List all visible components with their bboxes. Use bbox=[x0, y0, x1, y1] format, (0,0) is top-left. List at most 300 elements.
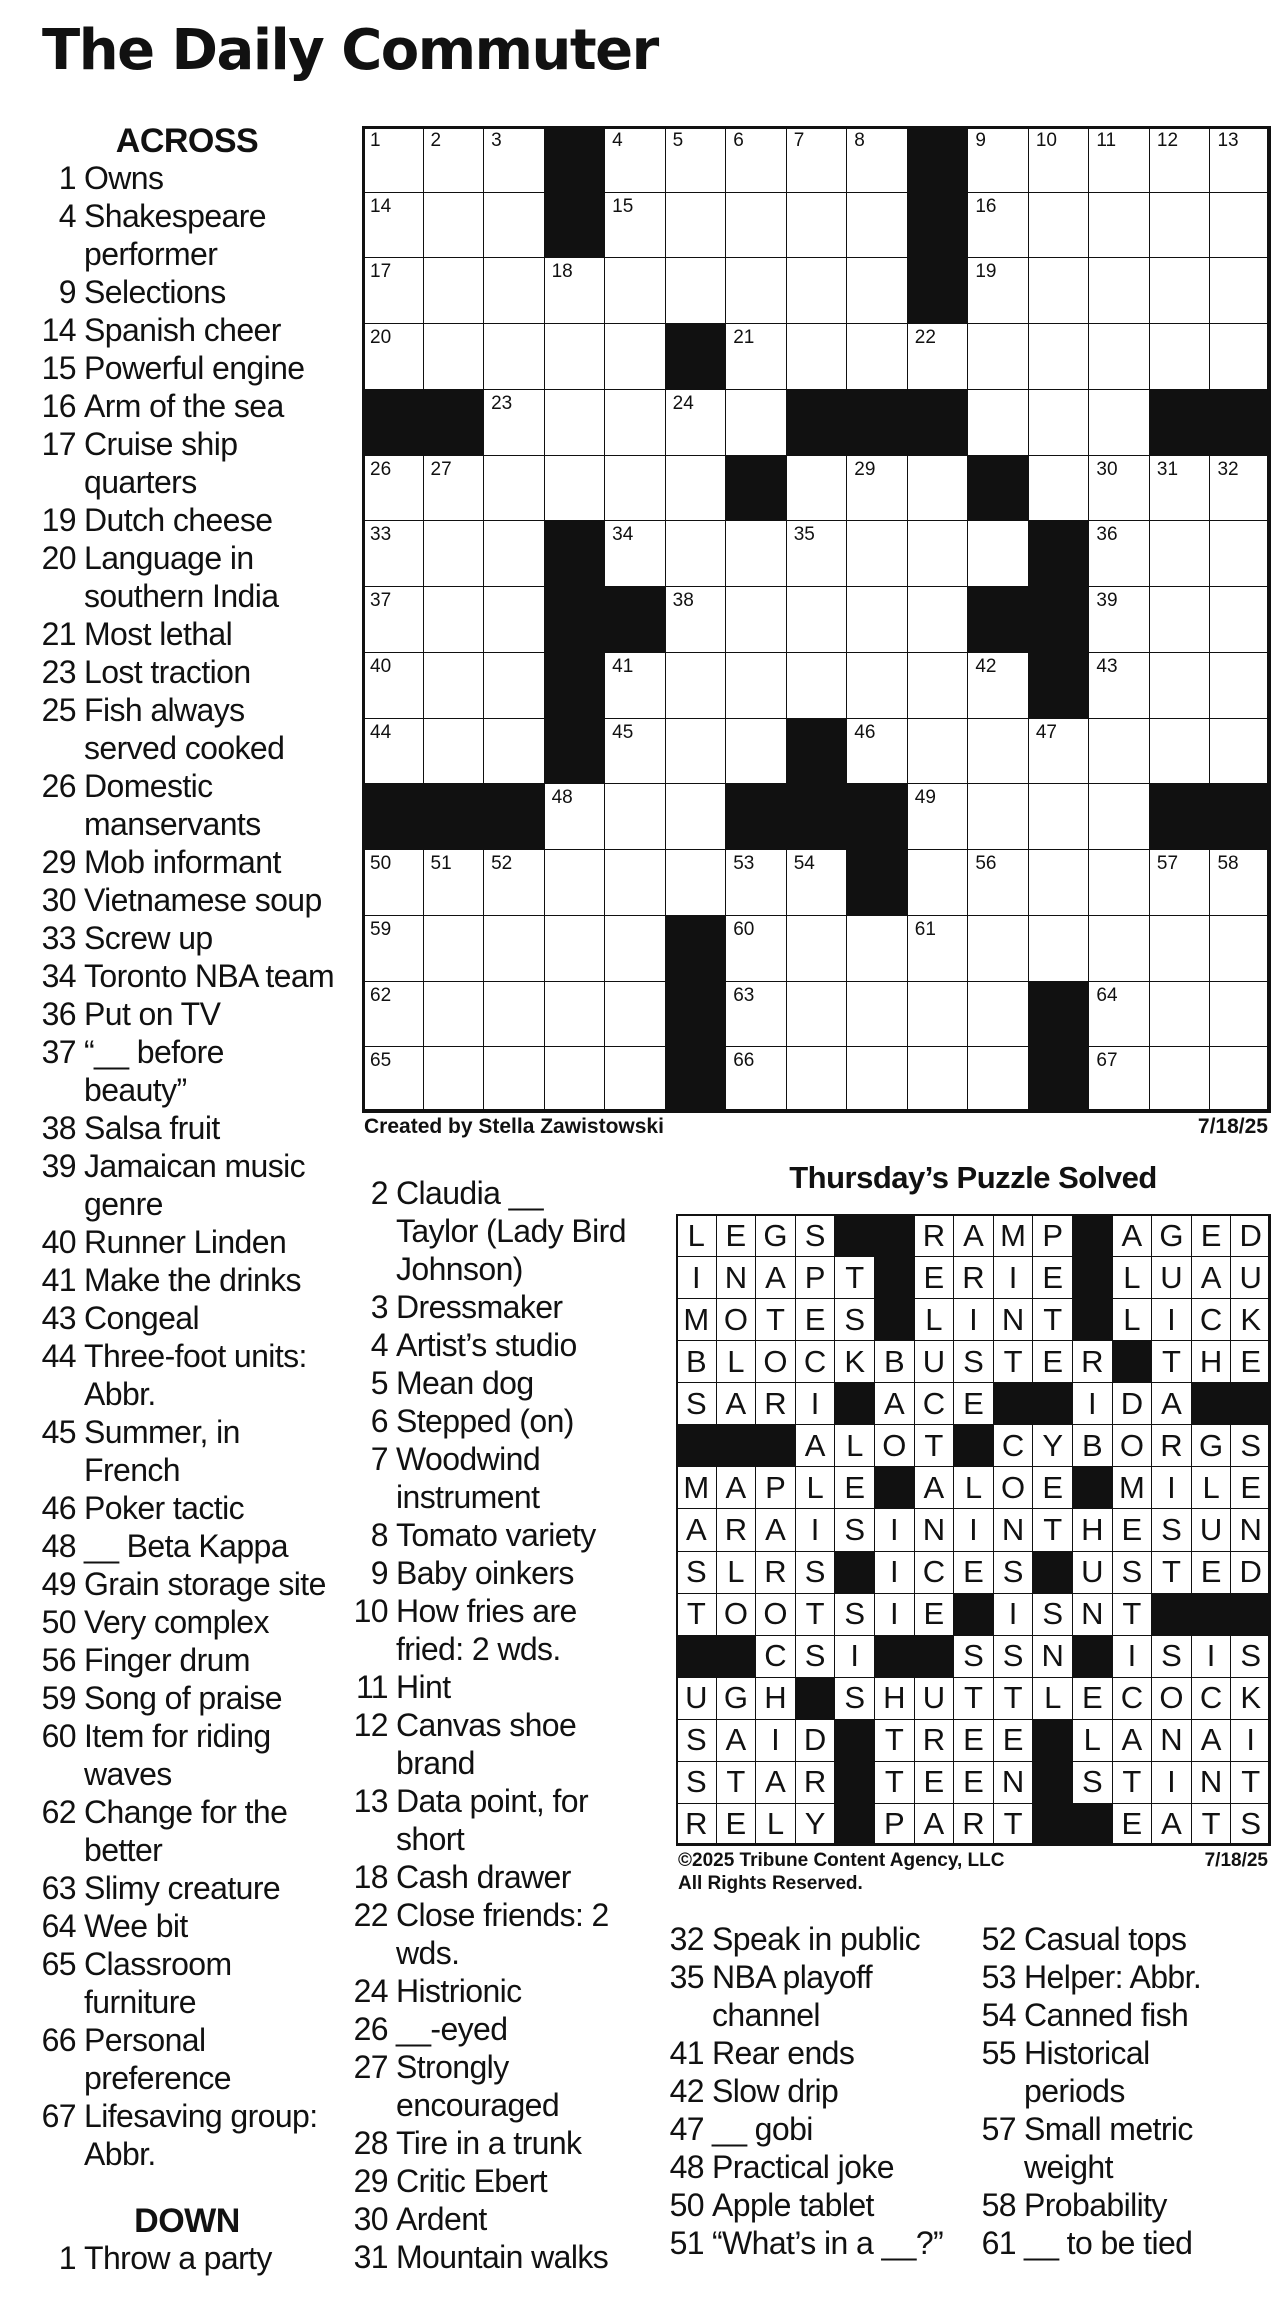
grid-cell[interactable] bbox=[1088, 718, 1150, 785]
grid-cell[interactable] bbox=[725, 192, 787, 259]
grid-cell[interactable] bbox=[1088, 126, 1150, 193]
clue-text: Change for the bbox=[84, 1794, 288, 1830]
grid-cell[interactable] bbox=[846, 192, 908, 259]
clue-text: Song of praise bbox=[84, 1680, 282, 1716]
cell-number: 21 bbox=[733, 327, 755, 349]
clue-number: 34 bbox=[41, 958, 76, 994]
clue-item bbox=[40, 1261, 340, 1299]
grid-cell[interactable] bbox=[483, 849, 545, 916]
grid-cell[interactable] bbox=[786, 520, 848, 587]
clue-text: quarters bbox=[84, 464, 197, 500]
grid-cell[interactable] bbox=[1028, 126, 1090, 193]
clue-item bbox=[40, 501, 340, 539]
solved-block-cell bbox=[1112, 1340, 1153, 1383]
clue-item bbox=[40, 1717, 340, 1793]
grid-cell[interactable] bbox=[1028, 718, 1090, 785]
grid-cell[interactable] bbox=[362, 1046, 424, 1113]
grid-cell[interactable] bbox=[665, 586, 727, 653]
block-cell bbox=[665, 981, 727, 1048]
block-cell bbox=[604, 586, 666, 653]
grid-cell[interactable] bbox=[423, 126, 485, 193]
grid-cell[interactable] bbox=[483, 257, 545, 324]
clue-item bbox=[40, 1147, 340, 1223]
solved-letter-cell: I bbox=[1151, 1466, 1192, 1509]
clue-number: 21 bbox=[41, 616, 76, 652]
grid-cell[interactable] bbox=[1209, 192, 1271, 259]
clue-item bbox=[40, 425, 340, 501]
solved-letter-cell: E bbox=[953, 1719, 994, 1762]
grid-cell[interactable] bbox=[846, 520, 908, 587]
solved-letter-cell: S bbox=[1032, 1593, 1073, 1636]
grid-cell[interactable] bbox=[544, 323, 606, 390]
grid-cell[interactable] bbox=[967, 849, 1029, 916]
grid-cell[interactable] bbox=[483, 455, 545, 522]
clue-item bbox=[668, 2148, 968, 2186]
grid-cell[interactable] bbox=[665, 783, 727, 850]
solved-letter-cell: L bbox=[1112, 1256, 1153, 1299]
solved-letter-cell: E bbox=[993, 1719, 1034, 1762]
grid-cell[interactable] bbox=[665, 257, 727, 324]
grid-cell[interactable] bbox=[725, 586, 787, 653]
grid-cell[interactable] bbox=[1088, 783, 1150, 850]
grid-cell[interactable] bbox=[725, 652, 787, 719]
clue-number: 7 bbox=[370, 1441, 388, 1477]
grid-cell[interactable] bbox=[967, 323, 1029, 390]
grid-cell[interactable] bbox=[362, 849, 424, 916]
grid-cell[interactable] bbox=[362, 192, 424, 259]
solved-letter-cell: L bbox=[676, 1214, 717, 1257]
grid-cell[interactable] bbox=[846, 1046, 908, 1113]
grid-cell[interactable] bbox=[665, 520, 727, 587]
grid-cell[interactable] bbox=[1149, 192, 1211, 259]
grid-cell[interactable] bbox=[846, 915, 908, 982]
clue-number: 16 bbox=[41, 388, 76, 424]
solved-letter-cell: S bbox=[1151, 1635, 1192, 1678]
grid-cell[interactable] bbox=[604, 323, 666, 390]
grid-cell[interactable] bbox=[1149, 455, 1211, 522]
clue-text: Personal bbox=[84, 2022, 206, 2058]
grid-cell[interactable] bbox=[423, 323, 485, 390]
grid-cell[interactable] bbox=[423, 718, 485, 785]
grid-cell[interactable] bbox=[1149, 652, 1211, 719]
clue-number: 41 bbox=[669, 2035, 704, 2071]
cell-number: 14 bbox=[370, 195, 392, 217]
clue-item bbox=[40, 653, 340, 691]
grid-cell[interactable] bbox=[786, 1046, 848, 1113]
grid-cell[interactable] bbox=[1088, 849, 1150, 916]
grid-cell[interactable] bbox=[1028, 257, 1090, 324]
grid-cell[interactable] bbox=[967, 520, 1029, 587]
solved-letter-cell: U bbox=[914, 1677, 955, 1720]
solved-letter-cell: S bbox=[1230, 1635, 1271, 1678]
grid-cell[interactable] bbox=[1149, 915, 1211, 982]
grid-cell[interactable] bbox=[1209, 981, 1271, 1048]
solved-letter-cell: I bbox=[874, 1508, 915, 1551]
clue-text: Summer, in bbox=[84, 1414, 240, 1450]
grid-cell[interactable] bbox=[665, 192, 727, 259]
grid-cell[interactable] bbox=[1209, 718, 1271, 785]
grid-cell[interactable] bbox=[604, 257, 666, 324]
grid-cell[interactable] bbox=[1028, 783, 1090, 850]
grid-cell[interactable] bbox=[544, 783, 606, 850]
grid-cell[interactable] bbox=[907, 981, 969, 1048]
grid-cell[interactable] bbox=[423, 981, 485, 1048]
solved-letter-cell: T bbox=[1230, 1761, 1271, 1804]
cell-number: 27 bbox=[430, 458, 452, 480]
grid-cell[interactable] bbox=[423, 586, 485, 653]
block-cell bbox=[423, 783, 485, 850]
grid-cell[interactable] bbox=[362, 586, 424, 653]
grid-cell[interactable] bbox=[1028, 455, 1090, 522]
solved-date: 7/18/25 bbox=[1204, 1850, 1268, 1871]
grid-cell[interactable] bbox=[544, 1046, 606, 1113]
solved-letter-cell: G bbox=[716, 1677, 757, 1720]
grid-cell[interactable] bbox=[423, 849, 485, 916]
grid-cell[interactable] bbox=[786, 849, 848, 916]
cell-number: 31 bbox=[1156, 458, 1179, 480]
grid-cell[interactable] bbox=[907, 915, 969, 982]
grid-cell[interactable] bbox=[907, 455, 969, 522]
grid-cell[interactable] bbox=[1209, 520, 1271, 587]
grid-cell[interactable] bbox=[1088, 652, 1150, 719]
grid-cell[interactable] bbox=[1209, 126, 1271, 193]
clue-text: Dutch cheese bbox=[84, 502, 273, 538]
grid-cell[interactable] bbox=[725, 915, 787, 982]
grid-cell[interactable] bbox=[362, 718, 424, 785]
grid-cell[interactable] bbox=[1149, 520, 1211, 587]
grid-cell[interactable] bbox=[967, 718, 1029, 785]
grid-cell[interactable] bbox=[665, 718, 727, 785]
solved-block-cell bbox=[834, 1761, 875, 1804]
grid-cell[interactable] bbox=[786, 455, 848, 522]
clue-item bbox=[352, 1972, 652, 2010]
grid-cell[interactable] bbox=[1088, 257, 1150, 324]
clue-item bbox=[352, 2162, 652, 2200]
clue-number: 58 bbox=[981, 2187, 1016, 2223]
solved-letter-cell: A bbox=[1112, 1214, 1153, 1257]
grid-cell[interactable] bbox=[1149, 257, 1211, 324]
solved-block-cell bbox=[914, 1635, 955, 1678]
grid-cell[interactable] bbox=[967, 389, 1029, 456]
grid-cell[interactable] bbox=[1209, 323, 1271, 390]
grid-cell[interactable] bbox=[967, 652, 1029, 719]
grid-cell[interactable] bbox=[423, 257, 485, 324]
grid-cell[interactable] bbox=[907, 586, 969, 653]
grid-cell[interactable] bbox=[362, 257, 424, 324]
grid-cell[interactable] bbox=[907, 718, 969, 785]
grid-cell[interactable] bbox=[604, 915, 666, 982]
clue-number: 1 bbox=[58, 2240, 76, 2276]
solved-letter-cell: A bbox=[755, 1256, 796, 1299]
grid-cell[interactable] bbox=[786, 586, 848, 653]
cell-number: 45 bbox=[612, 721, 634, 743]
grid-cell[interactable] bbox=[786, 257, 848, 324]
clue-number: 22 bbox=[353, 1897, 388, 1933]
clue-number: 13 bbox=[353, 1783, 388, 1819]
grid-cell[interactable] bbox=[1149, 126, 1211, 193]
grid-cell[interactable] bbox=[846, 652, 908, 719]
grid-cell[interactable] bbox=[362, 323, 424, 390]
grid-cell[interactable] bbox=[846, 586, 908, 653]
grid-cell[interactable] bbox=[967, 981, 1029, 1048]
clue-item bbox=[980, 2224, 1270, 2262]
grid-cell[interactable] bbox=[786, 126, 848, 193]
grid-cell[interactable] bbox=[362, 126, 424, 193]
solved-letter-cell: H bbox=[1072, 1508, 1113, 1551]
grid-cell[interactable] bbox=[665, 126, 727, 193]
grid-cell[interactable] bbox=[846, 257, 908, 324]
grid-cell[interactable] bbox=[1088, 1046, 1150, 1113]
grid-cell[interactable] bbox=[725, 849, 787, 916]
grid-cell[interactable] bbox=[1088, 192, 1150, 259]
solved-letter-cell: N bbox=[1191, 1761, 1232, 1804]
grid-cell[interactable] bbox=[483, 1046, 545, 1113]
clue-item bbox=[352, 1326, 652, 1364]
solved-letter-cell: N bbox=[1032, 1635, 1073, 1678]
solved-letter-cell: T bbox=[1112, 1761, 1153, 1804]
clue-number: 37 bbox=[41, 1034, 76, 1070]
grid-cell[interactable] bbox=[786, 915, 848, 982]
grid-cell[interactable] bbox=[786, 192, 848, 259]
grid-cell[interactable] bbox=[544, 915, 606, 982]
grid-cell[interactable] bbox=[483, 915, 545, 982]
grid-cell[interactable] bbox=[907, 520, 969, 587]
cell-number: 34 bbox=[612, 524, 634, 546]
clue-number: 64 bbox=[41, 1908, 76, 1944]
solved-letter-cell: R bbox=[953, 1803, 994, 1846]
grid-cell[interactable] bbox=[423, 455, 485, 522]
grid-cell[interactable] bbox=[423, 520, 485, 587]
grid-cell[interactable] bbox=[967, 915, 1029, 982]
solved-letter-cell: R bbox=[676, 1803, 717, 1846]
grid-cell[interactable] bbox=[362, 981, 424, 1048]
grid-cell[interactable] bbox=[786, 652, 848, 719]
grid-cell[interactable] bbox=[786, 981, 848, 1048]
grid-cell[interactable] bbox=[725, 257, 787, 324]
clue-text: Artist’s studio bbox=[396, 1327, 577, 1363]
grid-cell[interactable] bbox=[544, 981, 606, 1048]
grid-cell[interactable] bbox=[483, 718, 545, 785]
grid-cell[interactable] bbox=[1149, 323, 1211, 390]
solved-block-cell bbox=[1191, 1382, 1232, 1425]
clue-item bbox=[40, 957, 340, 995]
grid-cell[interactable] bbox=[544, 257, 606, 324]
grid-cell[interactable] bbox=[423, 915, 485, 982]
grid-cell[interactable] bbox=[967, 783, 1029, 850]
clue-text: Lost traction bbox=[84, 654, 251, 690]
grid-cell[interactable] bbox=[967, 1046, 1029, 1113]
solved-letter-cell: R bbox=[1151, 1424, 1192, 1467]
grid-cell[interactable] bbox=[604, 126, 666, 193]
solved-block-cell bbox=[795, 1677, 836, 1720]
grid-cell[interactable] bbox=[483, 126, 545, 193]
solved-letter-cell: P bbox=[874, 1803, 915, 1846]
block-cell bbox=[665, 323, 727, 390]
solved-letter-cell: I bbox=[993, 1256, 1034, 1299]
grid-cell[interactable] bbox=[725, 323, 787, 390]
grid-cell[interactable] bbox=[846, 718, 908, 785]
grid-cell[interactable] bbox=[604, 783, 666, 850]
grid-cell[interactable] bbox=[907, 652, 969, 719]
grid-cell[interactable] bbox=[1209, 1046, 1271, 1113]
grid-cell[interactable] bbox=[483, 520, 545, 587]
grid-cell[interactable] bbox=[604, 455, 666, 522]
grid-cell[interactable] bbox=[1149, 849, 1211, 916]
clue-text: Owns bbox=[84, 160, 164, 196]
grid-cell[interactable] bbox=[604, 389, 666, 456]
grid-cell[interactable] bbox=[604, 718, 666, 785]
grid-cell[interactable] bbox=[604, 981, 666, 1048]
grid-cell[interactable] bbox=[1088, 323, 1150, 390]
grid-cell[interactable] bbox=[1088, 455, 1150, 522]
grid-cell[interactable] bbox=[665, 652, 727, 719]
solved-letter-cell: C bbox=[1191, 1677, 1232, 1720]
clue-text: Selections bbox=[84, 274, 226, 310]
solved-letter-cell: S bbox=[834, 1593, 875, 1636]
grid-cell[interactable] bbox=[1149, 1046, 1211, 1113]
grid-cell[interactable] bbox=[483, 323, 545, 390]
clue-item bbox=[352, 1592, 652, 1668]
grid-cell[interactable] bbox=[665, 849, 727, 916]
clue-item bbox=[40, 1641, 340, 1679]
grid-cell[interactable] bbox=[907, 1046, 969, 1113]
grid-cell[interactable] bbox=[1209, 257, 1271, 324]
down-clue-list-3 bbox=[668, 1920, 968, 2262]
grid-cell[interactable] bbox=[1149, 981, 1211, 1048]
grid-cell[interactable] bbox=[846, 455, 908, 522]
grid-cell[interactable] bbox=[665, 389, 727, 456]
grid-cell[interactable] bbox=[1209, 915, 1271, 982]
grid-cell[interactable] bbox=[544, 455, 606, 522]
clue-text: NBA playoff bbox=[712, 1959, 873, 1995]
clue-text: Tire in a trunk bbox=[396, 2125, 582, 2161]
grid-cell[interactable] bbox=[907, 783, 969, 850]
cell-number: 5 bbox=[672, 130, 684, 151]
grid-cell[interactable] bbox=[846, 126, 908, 193]
grid-cell[interactable] bbox=[1209, 652, 1271, 719]
grid-cell[interactable] bbox=[846, 981, 908, 1048]
cell-number: 54 bbox=[793, 853, 815, 875]
grid-cell[interactable] bbox=[1149, 718, 1211, 785]
solved-letter-cell: E bbox=[1191, 1551, 1232, 1594]
grid-cell[interactable] bbox=[544, 389, 606, 456]
clue-text: Grain storage site bbox=[84, 1566, 326, 1602]
cell-number: 49 bbox=[914, 787, 936, 809]
solved-letter-cell: I bbox=[795, 1508, 836, 1551]
solved-letter-cell: I bbox=[755, 1719, 796, 1762]
grid-cell[interactable] bbox=[362, 455, 424, 522]
grid-cell[interactable] bbox=[1149, 586, 1211, 653]
grid-cell[interactable] bbox=[725, 1046, 787, 1113]
grid-cell[interactable] bbox=[362, 520, 424, 587]
grid-cell[interactable] bbox=[1088, 389, 1150, 456]
clue-text: Throw a party bbox=[84, 2240, 272, 2276]
grid-cell[interactable] bbox=[786, 323, 848, 390]
grid-cell[interactable] bbox=[725, 389, 787, 456]
clue-text: Histrionic bbox=[396, 1973, 522, 2009]
grid-cell[interactable] bbox=[604, 520, 666, 587]
block-cell bbox=[544, 192, 606, 259]
grid-cell[interactable] bbox=[1209, 849, 1271, 916]
grid-cell[interactable] bbox=[544, 849, 606, 916]
grid-cell[interactable] bbox=[725, 718, 787, 785]
solved-letter-cell: E bbox=[1032, 1466, 1073, 1509]
down-clue-list-4 bbox=[980, 1920, 1270, 2262]
grid-cell[interactable] bbox=[846, 323, 908, 390]
solved-letter-cell: E bbox=[1032, 1256, 1073, 1299]
grid-cell[interactable] bbox=[604, 1046, 666, 1113]
grid-cell[interactable] bbox=[725, 981, 787, 1048]
cell-number: 1 bbox=[370, 130, 381, 151]
cell-number: 61 bbox=[914, 918, 936, 940]
grid-cell[interactable] bbox=[483, 192, 545, 259]
block-cell bbox=[362, 783, 424, 850]
clue-text: Ardent bbox=[396, 2201, 487, 2237]
grid-cell[interactable] bbox=[1028, 849, 1090, 916]
solved-letter-cell: T bbox=[914, 1424, 955, 1467]
grid-cell[interactable] bbox=[1088, 981, 1150, 1048]
grid-cell[interactable] bbox=[423, 192, 485, 259]
grid-cell[interactable] bbox=[907, 849, 969, 916]
grid-cell[interactable] bbox=[1209, 586, 1271, 653]
grid-cell[interactable] bbox=[967, 126, 1029, 193]
solved-block-cell bbox=[1151, 1593, 1192, 1636]
solved-letter-cell: C bbox=[993, 1424, 1034, 1467]
grid-cell[interactable] bbox=[1088, 586, 1150, 653]
grid-cell[interactable] bbox=[604, 652, 666, 719]
solved-letter-cell: L bbox=[914, 1298, 955, 1341]
clue-number: 49 bbox=[41, 1566, 76, 1602]
clue-number: 35 bbox=[669, 1959, 704, 1995]
grid-cell[interactable] bbox=[1088, 520, 1150, 587]
grid-cell[interactable] bbox=[907, 323, 969, 390]
page-title: The Daily Commuter bbox=[42, 18, 658, 83]
grid-cell[interactable] bbox=[1088, 915, 1150, 982]
grid-cell[interactable] bbox=[1209, 455, 1271, 522]
grid-cell[interactable] bbox=[1028, 389, 1090, 456]
grid-cell[interactable] bbox=[483, 652, 545, 719]
solved-letter-cell: K bbox=[834, 1340, 875, 1383]
grid-cell[interactable] bbox=[1028, 192, 1090, 259]
solved-letter-cell: M bbox=[993, 1214, 1034, 1257]
grid-cell[interactable] bbox=[362, 652, 424, 719]
grid-cell[interactable] bbox=[604, 849, 666, 916]
grid-cell[interactable] bbox=[725, 126, 787, 193]
grid-cell[interactable] bbox=[362, 915, 424, 982]
solved-letter-cell: S bbox=[795, 1551, 836, 1594]
clue-text: manservants bbox=[84, 806, 261, 842]
grid-cell[interactable] bbox=[725, 520, 787, 587]
cell-number: 13 bbox=[1217, 130, 1239, 151]
grid-cell[interactable] bbox=[1028, 915, 1090, 982]
grid-cell[interactable] bbox=[483, 389, 545, 456]
solved-letter-cell: S bbox=[795, 1635, 836, 1678]
clue-text: Vietnamese soup bbox=[84, 882, 322, 918]
grid-cell[interactable] bbox=[967, 257, 1029, 324]
grid-cell[interactable] bbox=[483, 981, 545, 1048]
clue-number: 27 bbox=[353, 2049, 388, 2085]
grid-cell[interactable] bbox=[665, 455, 727, 522]
block-cell bbox=[544, 718, 606, 785]
grid-cell[interactable] bbox=[967, 192, 1029, 259]
grid-cell[interactable] bbox=[423, 1046, 485, 1113]
grid-cell[interactable] bbox=[423, 652, 485, 719]
grid-cell[interactable] bbox=[1028, 323, 1090, 390]
grid-cell[interactable] bbox=[483, 586, 545, 653]
grid-cell[interactable] bbox=[604, 192, 666, 259]
solved-letter-cell: I bbox=[1072, 1382, 1113, 1425]
solved-letter-cell: T bbox=[1151, 1551, 1192, 1594]
